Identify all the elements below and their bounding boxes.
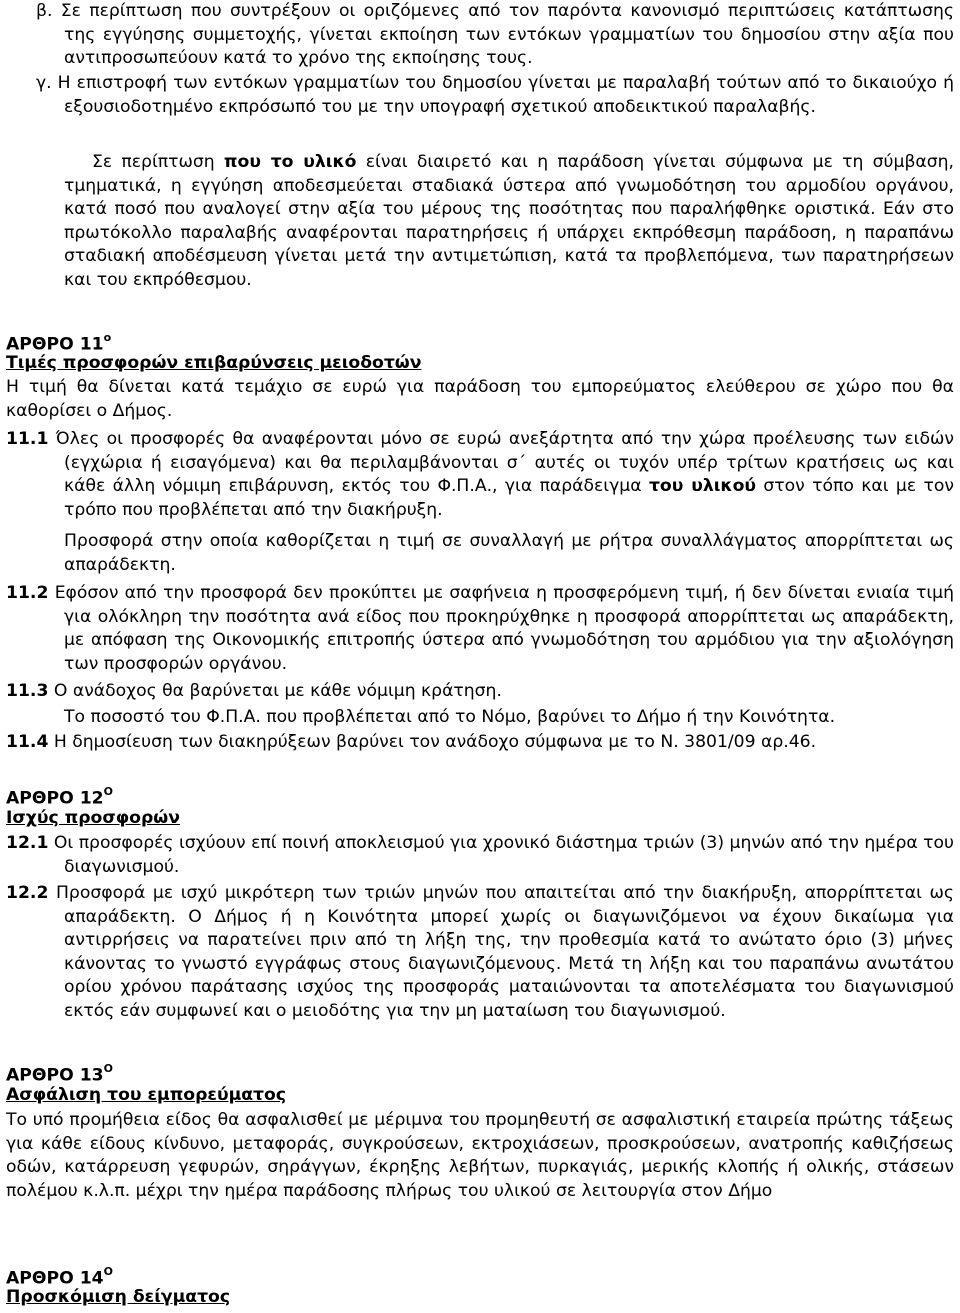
article-11-3 [6, 680, 954, 704]
article-11-1-bold: του υλικού [648, 476, 757, 497]
article-11-4-text: Η δημοσίευση των διακηρύξεων βαρύνει τον ανάδοχο σύμφωνα με το Ν. 3801/09 αρ.46. [48, 732, 817, 752]
article-11-4 [6, 731, 954, 755]
section-g-text: γ. Η επιστροφή των εντόκων γραμματίων του δημοσίου γίνεται με παραλαβή τούτων από το δικαιούχο ή εξουσιοδοτημένο εκπρόσωπό του με την υπογραφή σχετικού αποδεικτικού παραλαβής. [36, 73, 954, 117]
article-11-label: ΑΡΘΡΟ 11 [6, 334, 104, 355]
article-11-1 [6, 428, 954, 522]
article-12-1-number: 12.1 [6, 833, 49, 853]
article-11-2-text: Εφόσον από την προσφορά δεν προκύπτει με σαφήνεια η προσφερόμενη τιμή, ή δεν δίνεται ενιαία τιμή για ολόκληρη την ποσότητα ανά είδος που προκηρύχθηκε η προσφορά απορρίπτεται ως απαράδεκτη, με απόφαση της Οικονομικής επιτροπής ύστερα από γνωμοδότηση του αρμόδιου για την αξιολόγηση των προσφορών οργάνου. [48, 583, 954, 674]
article-11-1-extra [64, 530, 954, 577]
article-14-title: Προσκόμιση δείγματος [6, 1287, 231, 1307]
article-11-1-number: 11.1 [6, 429, 49, 449]
article-12-1 [6, 832, 954, 879]
article-11-title: Τιμές προσφορών επιβαρύνσεις μειοδοτών [6, 353, 422, 373]
article-12-2 [6, 882, 954, 1024]
section-g-continued [64, 151, 954, 293]
article-13-title: Ασφάλιση του εμπορεύματος [6, 1085, 287, 1105]
article-12-1-text: Οι προσφορές ισχύουν επί ποινή αποκλεισμού για χρονικό διάστημα τριών (3) μηνών από την ημέρα του διαγωνισμού. [48, 833, 954, 877]
article-13-text [6, 1109, 954, 1203]
article-11-intro-text: Η τιμή θα δίνεται κατά τεμάχιο σε ευρώ για παράδοση του εμπορεύματος ελεύθερου σε χώρο που θα καθορίσει ο Δήμος. [6, 377, 954, 421]
article-11-3-text: Ο ανάδοχος θα βαρύνεται με κάθε νόμιμη κράτηση. [48, 681, 502, 701]
article-11-2-number: 11.2 [6, 583, 49, 603]
article-14-sup: Ο [103, 1265, 113, 1278]
section-g2-text-post: είναι διαιρετό και η παράδοση γίνεται σύμφωνα με τη σύμβαση, τμηματικά, η εγγύηση αποδεσμεύεται σταδιακά ύστερα από γνωμοδότηση του αρμοδίου οργάνου, κατά ποσό που αναλογεί στην αξία του μέρους της ποσότητας που παραλήφθηκε οριστικά. Εάν στο πρωτόκολλο παραλαβής αναφέρονται παρατηρήσεις ή υπάρχει εκπρόθεσμη παράδοση, η παραπάνω σταδιακή αποδέσμευση γίνεται μετά την αντιμετώπιση, κατά τα προβλεπόμενα, των παρατηρήσεων και του εκπρόθεσμου. [64, 152, 954, 290]
article-11-sup: ο [103, 331, 112, 344]
section-g2-text-pre: Σε περίπτωση [92, 152, 224, 172]
section-b-text: β. Σε περίπτωση που συντρέξουν οι οριζόμενες από τον παρόντα κανονισμό περιπτώσεις κατάπτωσης της εγγύησης συμμετοχής, γίνεται εκποίηση των εντόκων γραμματίων του δημοσίου στην αξία που αντιπροσωπεύουν κατά το χρόνο της εκποίησης τους. [36, 1, 954, 69]
article-11-1-extra-text: Προσφορά στην οποία καθορίζεται η τιμή σε συναλλαγή με ρήτρα συναλλάγματος απορρίπτεται ως απαράδεκτη. [64, 531, 954, 575]
article-11-1-text-pre: Όλες οι προσφορές θα αναφέρονται μόνο σε ευρώ ανεξάρτητα από την χώρα προέλευσης των ειδών (εγχώρια ή εισαγόμενα) και θα περιλαμβάνονται σ΄ αυτές οι τυχόν υπέρ τρίτων κρατήσεις ως και κάθε άλλη νόμιμη επιβάρυνση, εκτός του Φ.Π.Α., για παράδειγμα [48, 429, 954, 497]
article-12-2-text: Προσφορά με ισχύ μικρότερη των τριών μηνών που απαιτείται από την διακήρυξη, απορρίπτεται ως απαράδεκτη. Ο Δήμος ή η Κοινότητα μπορεί χωρίς οι διαγωνιζόμενοι να έχουν δικαίωμα για αντιρρήσεις να παρατείνει πριν από τη λήξη της, την προθεσμία κατά το ανώτατο όριο (3) μήνες κάνοντας το γνωστό εγγράφως στους διαγωνιζόμενους. Μετά τη λήξη και του παραπάνω ανωτάτου ορίου χρόνου παράτασης ισχύος της προσφοράς ματαιώνονται τα αποτελέσματα του διαγωνισμού εκτός εάν συμφωνεί και ο μειοδότης για την μη ματαίωση του διαγωνισμού. [48, 883, 954, 1021]
article-12-label: ΑΡΘΡΟ 12 [6, 788, 104, 809]
article-13-label: ΑΡΘΡΟ 13 [6, 1065, 104, 1086]
article-12-sup: Ο [103, 785, 113, 798]
article-12-2-number: 12.2 [6, 883, 49, 903]
article-12-title: Ισχύς προσφορών [6, 808, 180, 828]
article-14-label: ΑΡΘΡΟ 14 [6, 1268, 104, 1289]
article-11-4-number: 11.4 [6, 732, 49, 752]
section-b [36, 0, 954, 71]
article-13-sup: Ο [103, 1062, 113, 1075]
article-13-body: Το υπό προμήθεια είδος θα ασφαλισθεί με μέριμνα του προμηθευτή σε ασφαλιστική εταιρεία πρώτης τάξεως για κάθε είδους κίνδυνο, μεταφοράς, συγκρούσεων, εκτροχιάσεων, προσκρούσεων, ανατροπής καθιζήσεως οδών, κατάρρευση γεφυρών, σηράγγων, έκρηξης λεβήτων, πυρκαγιάς, μερικής κλοπής ή ολικής, στάσεων πολέμου κ.λ.π. μέχρι την ημέρα παράδοσης πλήρως του υλικού σε λειτουργία στον Δήμο [6, 1110, 954, 1201]
article-11-2 [6, 582, 954, 676]
section-g [36, 72, 954, 119]
article-11-3-number: 11.3 [6, 681, 49, 701]
section-g2-bold: που το υλικό [223, 152, 357, 172]
article-11-3-extra-text: Το ποσοστό του Φ.Π.Α. που προβλέπεται από το Νόμο, βαρύνει το Δήμο ή την Κοινότητα. [64, 707, 836, 727]
article-11-intro [6, 376, 954, 423]
article-11-3-extra [64, 706, 954, 730]
article-11-1-text-post: στον τόπο και με τον τρόπο που προβλέπεται από την διακήρυξη. [64, 476, 954, 520]
